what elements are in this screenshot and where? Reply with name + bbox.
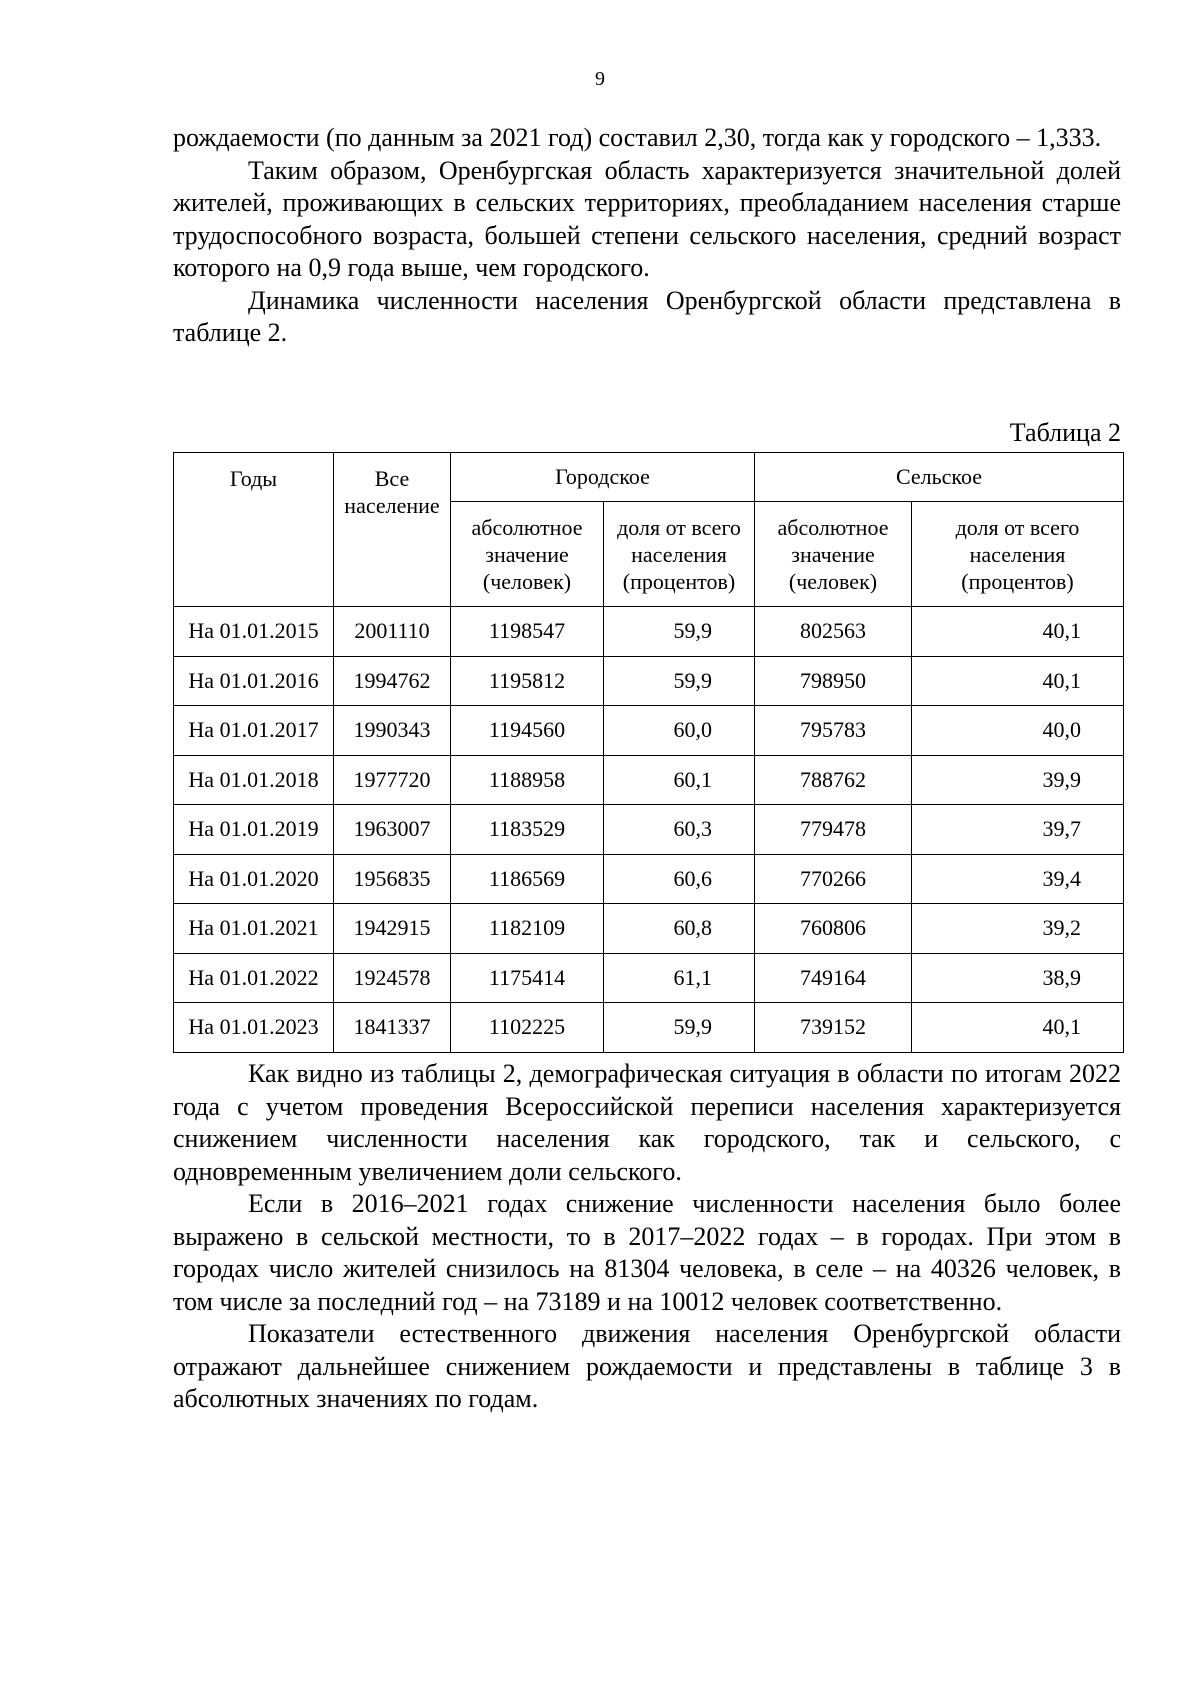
paragraph: Таким образом, Оренбургская область характеризуется значительной долей жителей, проживающих в сельских территориях, преобладанием населения старше трудоспособного возраста, большей степени сельского населения, средний возраст которого на 0,9 года выше, чем городского. bbox=[173, 155, 1121, 282]
cell-total: 1994762 bbox=[334, 656, 451, 706]
cell-rural-abs: 760806 bbox=[755, 904, 912, 954]
header-urban-share: доля от всего населения (процентов) bbox=[604, 502, 755, 607]
cell-urban-share: 60,1 bbox=[604, 755, 755, 805]
table-row bbox=[174, 854, 1124, 904]
cell-year: На 01.01.2019 bbox=[174, 805, 334, 855]
intro-text bbox=[173, 122, 1121, 350]
cell-year: На 01.01.2022 bbox=[174, 953, 334, 1003]
cell-urban-share: 60,8 bbox=[604, 904, 755, 954]
cell-urban-abs: 1183529 bbox=[451, 805, 604, 855]
cell-rural-share: 40,1 bbox=[912, 1003, 1124, 1053]
cell-year: На 01.01.2023 bbox=[174, 1003, 334, 1053]
page-number: 9 bbox=[595, 68, 605, 90]
cell-rural-abs: 749164 bbox=[755, 953, 912, 1003]
cell-urban-share: 60,3 bbox=[604, 805, 755, 855]
cell-total: 1942915 bbox=[334, 904, 451, 954]
cell-rural-share: 40,1 bbox=[912, 607, 1124, 657]
paragraph: Динамика численности населения Оренбургской области представлена в таблице 2. bbox=[173, 285, 1121, 347]
cell-urban-share: 60,0 bbox=[604, 706, 755, 756]
header-urban: Городское bbox=[451, 453, 755, 502]
cell-rural-share: 39,7 bbox=[912, 805, 1124, 855]
cell-rural-abs: 788762 bbox=[755, 755, 912, 805]
cell-urban-abs: 1198547 bbox=[451, 607, 604, 657]
cell-urban-abs: 1175414 bbox=[451, 953, 604, 1003]
cell-total: 1924578 bbox=[334, 953, 451, 1003]
cell-rural-share: 39,2 bbox=[912, 904, 1124, 954]
cell-year: На 01.01.2021 bbox=[174, 904, 334, 954]
paragraph: Как видно из таблицы 2, демографическая ситуация в области по итогам 2022 года с учетом проведения Всероссийской переписи населения характеризуется снижением численности населения как городского, так и сельского, с одновременным увеличением доли сельского. bbox=[173, 1059, 1121, 1186]
cell-urban-abs: 1182109 bbox=[451, 904, 604, 954]
table-row bbox=[174, 656, 1124, 706]
paragraph: Если в 2016–2021 годах снижение численности населения было более выражено в сельской местности, то в 2017–2022 годах – в городах. При этом в городах число жителей снизилось на 81304 человека, в селе – на 40326 человек, в том числе за последний год – на 73189 и на 10012 человек соответственно. bbox=[173, 1189, 1121, 1316]
cell-rural-abs: 779478 bbox=[755, 805, 912, 855]
cell-urban-share: 59,9 bbox=[604, 1003, 755, 1053]
cell-rural-share: 38,9 bbox=[912, 953, 1124, 1003]
cell-rural-abs: 739152 bbox=[755, 1003, 912, 1053]
population-table bbox=[173, 452, 1124, 1053]
cell-urban-abs: 1186569 bbox=[451, 854, 604, 904]
paragraph: Показатели естественного движения населения Оренбургской области отражают дальнейшее снижением рождаемости и представлены в таблице 3 в абсолютных значениях по годам. bbox=[173, 1319, 1121, 1413]
cell-urban-abs: 1102225 bbox=[451, 1003, 604, 1053]
table-row bbox=[174, 953, 1124, 1003]
cell-urban-share: 59,9 bbox=[604, 607, 755, 657]
header-rural-share: доля от всего населения (процентов) bbox=[912, 502, 1124, 607]
cell-total: 1841337 bbox=[334, 1003, 451, 1053]
cell-rural-abs: 795783 bbox=[755, 706, 912, 756]
cell-year: На 01.01.2015 bbox=[174, 607, 334, 657]
cell-year: На 01.01.2020 bbox=[174, 854, 334, 904]
cell-total: 1956835 bbox=[334, 854, 451, 904]
cell-urban-share: 59,9 bbox=[604, 656, 755, 706]
cell-year: На 01.01.2017 bbox=[174, 706, 334, 756]
header-rural: Сельское bbox=[755, 453, 1124, 502]
table-row bbox=[174, 706, 1124, 756]
header-total: Все население bbox=[334, 453, 451, 607]
cell-urban-abs: 1188958 bbox=[451, 755, 604, 805]
cell-urban-share: 61,1 bbox=[604, 953, 755, 1003]
cell-rural-abs: 802563 bbox=[755, 607, 912, 657]
cell-year: На 01.01.2018 bbox=[174, 755, 334, 805]
header-rural-abs: абсолютное значение (человек) bbox=[755, 502, 912, 607]
cell-urban-abs: 1195812 bbox=[451, 656, 604, 706]
cell-year: На 01.01.2016 bbox=[174, 656, 334, 706]
table-row bbox=[174, 1003, 1124, 1053]
header-years: Годы bbox=[174, 453, 334, 607]
cell-rural-abs: 798950 bbox=[755, 656, 912, 706]
cell-total: 1977720 bbox=[334, 755, 451, 805]
cell-urban-share: 60,6 bbox=[604, 854, 755, 904]
header-urban-abs: абсолютное значение (человек) bbox=[451, 502, 604, 607]
table-row bbox=[174, 607, 1124, 657]
table-row bbox=[174, 805, 1124, 855]
table-caption: Таблица 2 bbox=[1009, 418, 1121, 447]
table-row bbox=[174, 755, 1124, 805]
cell-rural-share: 40,1 bbox=[912, 656, 1124, 706]
cell-urban-abs: 1194560 bbox=[451, 706, 604, 756]
cell-rural-share: 39,4 bbox=[912, 854, 1124, 904]
cell-total: 2001110 bbox=[334, 607, 451, 657]
cell-rural-share: 40,0 bbox=[912, 706, 1124, 756]
cell-total: 1963007 bbox=[334, 805, 451, 855]
cell-rural-abs: 770266 bbox=[755, 854, 912, 904]
table-row bbox=[174, 904, 1124, 954]
cell-total: 1990343 bbox=[334, 706, 451, 756]
cell-rural-share: 39,9 bbox=[912, 755, 1124, 805]
conclusion-text bbox=[173, 1058, 1121, 1416]
paragraph: рождаемости (по данным за 2021 год) составил 2,30, тогда как у городского – 1,333. bbox=[173, 123, 1102, 152]
